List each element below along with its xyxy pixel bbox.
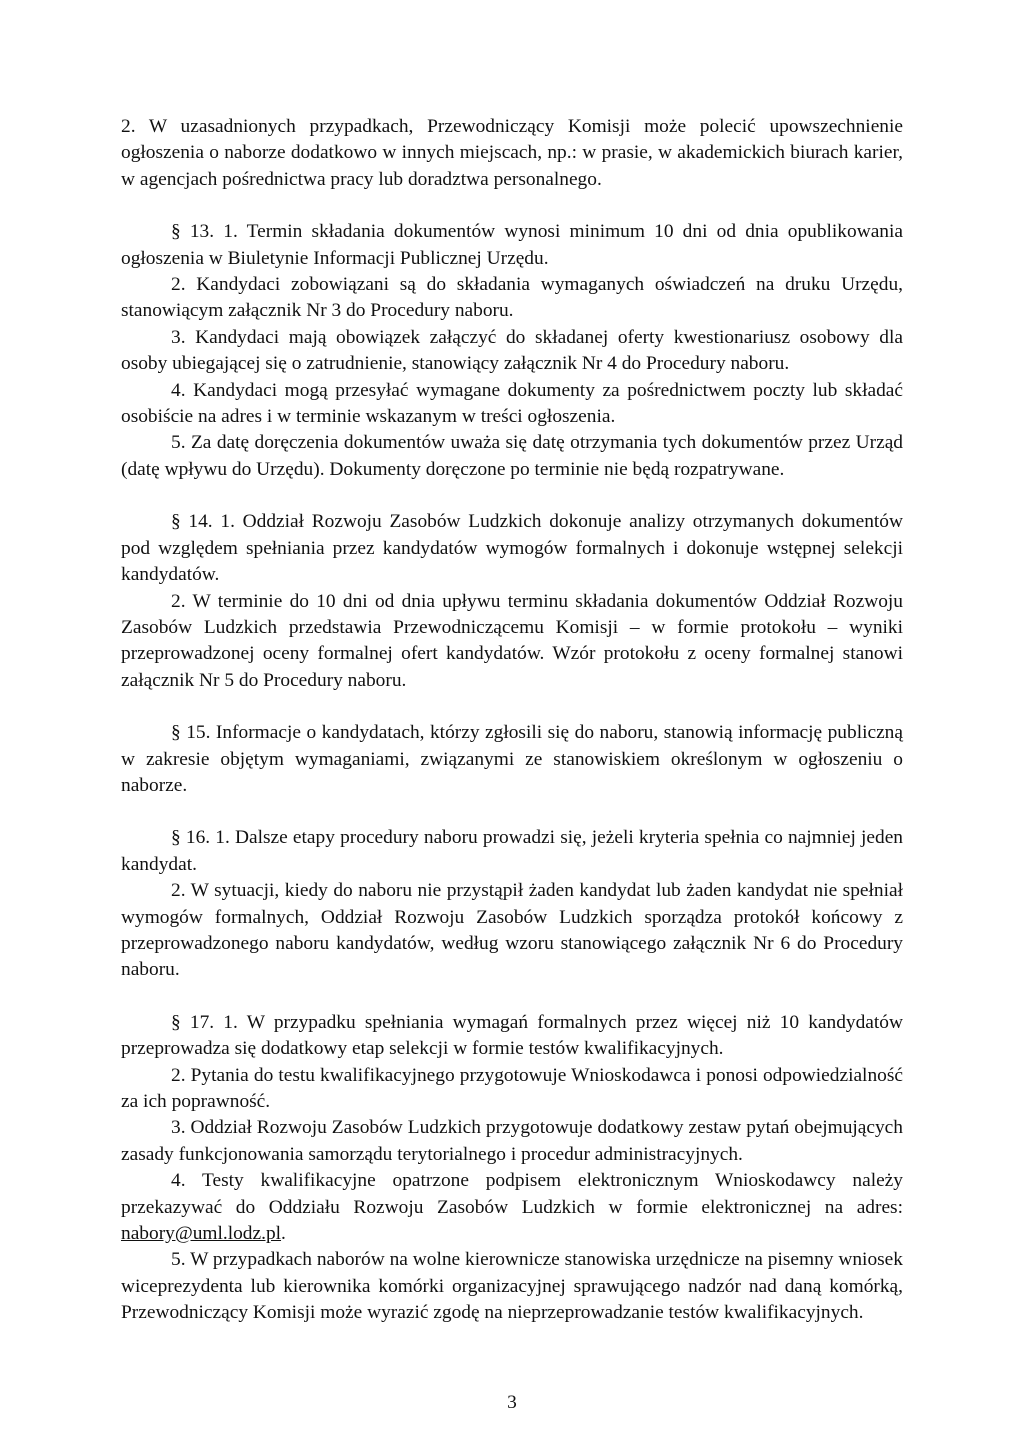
paragraph-17-4-end: .	[281, 1223, 286, 1245]
paragraph-15: § 15. Informacje o kandydatach, którzy zgłosili się do naboru, stanowią informację publiczną w zakresie objętym wymaganiami, związanymi ze stanowiskiem określonym w ogłoszeniu o naborze.	[121, 722, 903, 796]
email-link[interactable]: nabory@uml.lodz.pl	[121, 1223, 282, 1245]
paragraph-17-5: 5. W przypadkach naborów na wolne kierownicze stanowiska urzędnicze na pisemny wniosek wiceprezydenta lub kierownika komórki organizacyjnej sprawującego nadzór nad daną komórką, Przewodniczący Komisji może wyrazić zgodę na nieprzeprowadzanie testów kwalifikacyjnych.	[121, 1249, 903, 1324]
section-gap	[121, 694, 903, 720]
document-body	[121, 114, 903, 1327]
section-gap	[121, 193, 903, 219]
section-gap	[121, 483, 903, 509]
paragraph-13-4: 4. Kandydaci mogą przesyłać wymagane dokumenty za pośrednictwem poczty lub składać osobiście na adres i w terminie wskazanym w treści ogłoszenia.	[121, 379, 903, 428]
paragraph-17-4-text: 4. Testy kwalifikacyjne opatrzone podpisem elektronicznym Wnioskodawcy należy przekazywać do Oddziału Rozwoju Zasobów Ludzkich w formie elektronicznej na adres:	[121, 1170, 903, 1218]
paragraph-13-3: 3. Kandydaci mają obowiązek załączyć do składanej oferty kwestionariusz osobowy dla osoby ubiegającej się o zatrudnienie, stanowiący załącznik Nr 4 do Procedury naboru.	[121, 326, 903, 375]
paragraph-16-1: § 16. 1. Dalsze etapy procedury naboru prowadzi się, jeżeli kryteria spełnia co najmniej jeden kandydat.	[121, 827, 903, 875]
paragraph-12-2: 2. W uzasadnionych przypadkach, Przewodniczący Komisji może polecić upowszechnienie ogłoszenia o naborze dodatkowo w innych miejscach, np.: w prasie, w akademickich biurach karier, w agencjach pośrednictwa pracy lub doradztwa personalnego.	[121, 116, 903, 190]
paragraph-14-1: § 14. 1. Oddział Rozwoju Zasobów Ludzkich dokonuje analizy otrzymanych dokumentów pod względem spełniania przez kandydatów wymogów formalnych i dokonuje wstępnej selekcji kandydatów.	[121, 511, 903, 586]
paragraph-17-4	[121, 1168, 903, 1247]
section-gap	[121, 799, 903, 825]
paragraph-17-2: 2. Pytania do testu kwalifikacyjnego przygotowuje Wnioskodawca i ponosi odpowiedzialność za ich poprawność.	[121, 1064, 903, 1112]
paragraph-16-2: 2. W sytuacji, kiedy do naboru nie przystąpił żaden kandydat lub żaden kandydat nie spełniał wymogów formalnych, Oddział Rozwoju Zasobów Ludzkich sporządza protokół końcowy z przeprowadzonego naboru kandydatów, według wzoru stanowiącego załącznik Nr 6 do Procedury naboru.	[121, 880, 903, 981]
paragraph-13-1: § 13. 1. Termin składania dokumentów wynosi minimum 10 dni od dnia opublikowania ogłoszenia w Biuletynie Informacji Publicznej Urzędu.	[121, 221, 903, 269]
section-gap	[121, 984, 903, 1010]
paragraph-17-1: § 17. 1. W przypadku spełniania wymagań formalnych przez więcej niż 10 kandydatów przeprowadza się dodatkowy etap selekcji w formie testów kwalifikacyjnych.	[121, 1011, 903, 1060]
page-number: 3	[507, 1392, 517, 1413]
paragraph-13-2: 2. Kandydaci zobowiązani są do składania wymaganych oświadczeń na druku Urzędu, stanowiącym załącznik Nr 3 do Procedury naboru.	[121, 274, 903, 322]
paragraph-14-2: 2. W terminie do 10 dni od dnia upływu terminu składania dokumentów Oddział Rozwoju Zasobów Ludzkich przedstawia Przewodniczącemu Komisji – w formie protokołu – wyniki przeprowadzonej oceny formalnej ofert kandydatów. Wzór protokołu z oceny formalnej stanowi załącznik Nr 5 do Procedury naboru.	[121, 590, 903, 691]
paragraph-17-3: 3. Oddział Rozwoju Zasobów Ludzkich przygotowuje dodatkowy zestaw pytań obejmujących zasady funkcjonowania samorządu terytorialnego i procedur administracyjnych.	[121, 1117, 903, 1165]
paragraph-13-5: 5. Za datę doręczenia dokumentów uważa się datę otrzymania tych dokumentów przez Urząd (datę wpływu do Urzędu). Dokumenty doręczone po terminie nie będą rozpatrywane.	[121, 432, 903, 480]
